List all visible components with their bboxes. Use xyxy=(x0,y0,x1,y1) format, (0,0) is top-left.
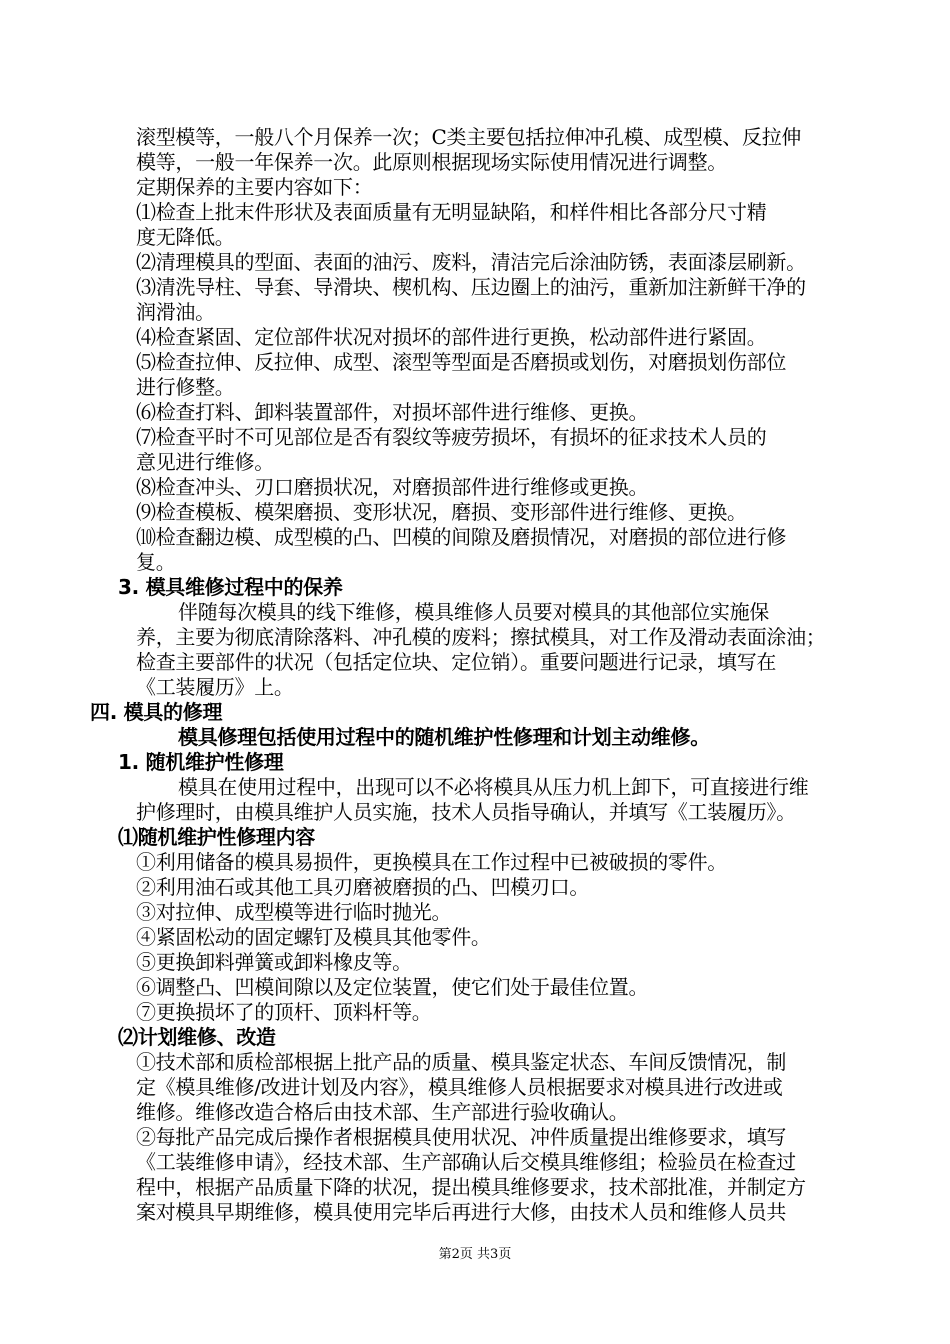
text-line: ⑷检查紧固、定位部件状况对损坏的部件进行更换，松动部件进行紧固。 xyxy=(136,325,767,349)
list-item: ⑥调整凸、凹模间隙以及定位装置，使它们处于最佳位置。 xyxy=(136,975,649,999)
text-line: ⑸检查拉伸、反拉伸、成型、滚型等型面是否磨损或划伤，对磨损划伤部位 xyxy=(136,350,787,374)
text-line: 案对模具早期维修，模具使用完毕后再进行大修，由技术人员和维修人员共 xyxy=(136,1200,787,1224)
text-line: ⑻检查冲头、刃口磨损状况，对磨损部件进行维修或更换。 xyxy=(136,475,649,499)
text-line: 检查主要部件的状况（包括定位块、定位销）。重要问题进行记录，填写在 xyxy=(136,650,777,674)
text-line: 定期保养的主要内容如下： xyxy=(136,175,373,199)
text-line: ⑼检查模板、模架磨损、变形状况，磨损、变形部件进行维修、更换。 xyxy=(136,500,747,524)
list-item: ②每批产品完成后操作者根据模具使用状况、冲件质量提出维修要求，填写 xyxy=(136,1125,787,1149)
text-line: ⑽检查翻边模、成型模的凸、凹模的间隙及磨损情况，对磨损的部位进行修 xyxy=(136,525,787,549)
text-line: 护修理时，由模具维护人员实施，技术人员指导确认，并填写《工装履历》。 xyxy=(136,800,796,824)
list-item: ④紧固松动的固定螺钉及模具其他零件。 xyxy=(136,925,491,949)
text-line: 《工装履历》上。 xyxy=(136,675,294,699)
text-line: 进行修整。 xyxy=(136,375,235,399)
list-item: ③对拉伸、成型模等进行临时抛光。 xyxy=(136,900,452,924)
section-heading: 3. 模具维修过程中的保养 xyxy=(118,575,343,599)
text-line: 模等，一般一年保养一次。此原则根据现场实际使用情况进行调整。 xyxy=(136,150,727,174)
intro-bold-line: 模具修理包括使用过程中的随机维护性修理和计划主动维修。 xyxy=(178,725,710,749)
page-footer: 第2页 共3页 xyxy=(438,1247,512,1262)
list-item: ⑦更换损坏了的顶杆、顶料杆等。 xyxy=(136,1000,432,1024)
text-line: ⑺检查平时不可见部位是否有裂纹等疲劳损坏，有损坏的征求技术人员的 xyxy=(136,425,767,449)
text-line: 定《模具维修/改进计划及内容》，模具维修人员根据要求对模具进行改进或 xyxy=(136,1075,783,1099)
subsection-heading: 1. 随机维护性修理 xyxy=(118,750,284,774)
text-line: 养，主要为彻底清除落料、冲孔模的废料；擦拭模具，对工作及滑动表面涂油； xyxy=(136,625,826,649)
text-line: ⑹检查打料、卸料装置部件，对损坏部件进行维修、更换。 xyxy=(136,400,649,424)
text-line: ⑶清洗导柱、导套、导滑块、楔机构、压边圈上的油污，重新加注新鲜干净的 xyxy=(136,275,806,299)
text-line: 维修。维修改造合格后由技术部、生产部进行验收确认。 xyxy=(136,1100,629,1124)
paragraph-first-line: 伴随每次模具的线下维修，模具维修人员要对模具的其他部位实施保 xyxy=(178,600,769,624)
list-item: ②利用油石或其他工具刃磨被磨损的凸、凹模刃口。 xyxy=(136,875,590,899)
chapter-heading: 四. 模具的修理 xyxy=(90,700,223,724)
text-line: 滚型模等，一般八个月保养一次；C类主要包括拉伸冲孔模、成型模、反拉伸 xyxy=(136,125,802,149)
text-line: 复。 xyxy=(136,550,176,574)
text-line: 《工装维修申请》，经技术部、生产部确认后交模具维修组；检验员在检查过 xyxy=(136,1150,796,1174)
text-line: 意见进行维修。 xyxy=(136,450,274,474)
subsection-heading: ⑴随机维护性修理内容 xyxy=(118,825,315,849)
text-line: 度无降低。 xyxy=(136,225,235,249)
paragraph-first-line: 模具在使用过程中，出现可以不必将模具从压力机上卸下，可直接进行维 xyxy=(178,775,809,799)
text-line: 润滑油。 xyxy=(136,300,215,324)
text-line: 程中，根据产品质量下降的状况，提出模具维修要求，技术部批准，并制定方 xyxy=(136,1175,806,1199)
text-line: ⑴检查上批末件形状及表面质量有无明显缺陷，和样件相比各部分尺寸精 xyxy=(136,200,767,224)
list-item: ①利用储备的模具易损件，更换模具在工作过程中已被破损的零件。 xyxy=(136,850,727,874)
list-item: ①技术部和质检部根据上批产品的质量、模具鉴定状态、车间反馈情况，制 xyxy=(136,1050,787,1074)
list-item: ⑤更换卸料弹簧或卸料橡皮等。 xyxy=(136,950,412,974)
text-line: ⑵清理模具的型面、表面的油污、废料，清洁完后涂油防锈，表面漆层刷新。 xyxy=(136,250,806,274)
subsection-heading: ⑵计划维修、改造 xyxy=(118,1025,276,1049)
